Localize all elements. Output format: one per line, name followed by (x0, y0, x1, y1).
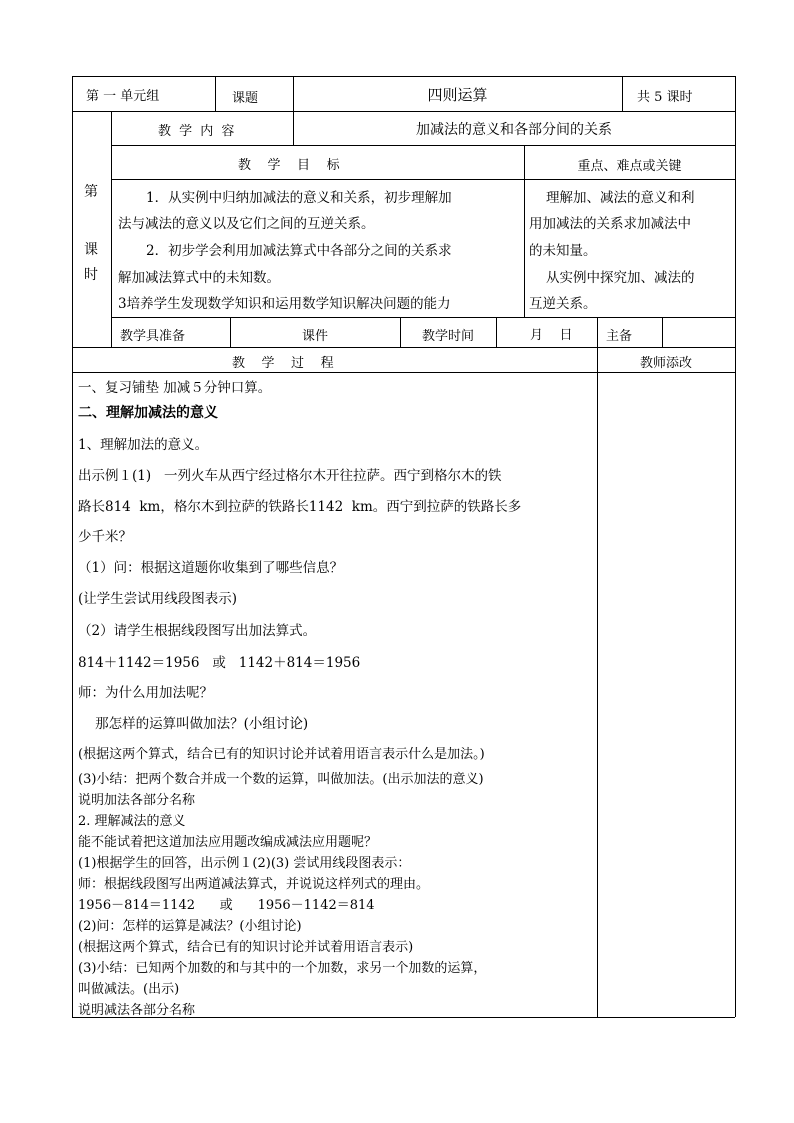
process-line: 师：为什么用加法呢？ (78, 685, 213, 701)
rule (72, 372, 735, 373)
process-line: 1、理解加法的意义。 (78, 437, 209, 453)
rule (72, 111, 735, 112)
goal-line: 1．从实例中归纳加减法的意义和关系，初步理解加 (146, 190, 452, 206)
process-line: （2）请学生根据线段图写出加法算式。 (78, 623, 317, 639)
rule (597, 317, 598, 1017)
process-line: 一、复习铺垫 加减５分钟口算。 (78, 380, 272, 396)
key-points-header: 重点、难点或关键 (577, 159, 682, 174)
process-line: 叫做减法。(出示) (78, 982, 180, 997)
content-label: 教 学 内 容 (158, 124, 237, 139)
time-value: 月 日 (530, 328, 573, 343)
rule (735, 76, 736, 1017)
rule (622, 76, 623, 111)
key-point-line: 互逆关系。 (529, 296, 597, 312)
process-line: (3)小结：把两个数合并成一个数的运算，叫做加法。(出示加法的意义) (78, 772, 484, 787)
lesson-topic: 四则运算 (427, 86, 488, 104)
rule (496, 317, 497, 347)
side-label-shi: 时 (84, 267, 98, 283)
teacher-revision-header: 教师添改 (639, 356, 692, 371)
process-line: 路长814 km，格尔木到拉萨的铁路长1142 km。西宁到拉萨的铁路长多 (78, 499, 522, 515)
goal-line: 解加减法算式中的未知数。 (118, 270, 280, 286)
key-point-line: 用加减法的关系求加减法中 (529, 216, 691, 232)
side-label-ke: 课 (84, 242, 98, 258)
unit-group: 第 一 单元组 (86, 89, 160, 104)
rule (72, 347, 735, 348)
process-line: (让学生尝试用线段图表示) (78, 591, 238, 607)
process-line: (3)小结：已知两个加数的和与其中的一个加数，求另一个加数的运算， (78, 961, 487, 976)
process-line: 出示例１(1) 一列火车从西宁经过格尔木开往拉萨。西宁到格尔木的铁 (78, 468, 502, 484)
rule (72, 76, 735, 77)
process-line: 能不能试着把这道加法应用题改编成减法应用题呢？ (78, 835, 378, 850)
side-label-di: 第 (84, 184, 98, 200)
rule (111, 145, 735, 146)
process-line: (根据这两个算式，结合已有的知识讨论并试着用语言表示什么是加法。) (78, 747, 485, 762)
process-line: 师：根据线段图写出两道减法算式，并说说这样列式的理由。 (78, 877, 430, 892)
goal-line: 3培养学生发现数学知识和运用数学知识解决问题的能力 (118, 296, 451, 312)
process-line: （1）问：根据这道题你收集到了哪些信息？ (78, 560, 344, 576)
process-line: 1956－814＝1142 或 1956－1142＝814 (78, 898, 375, 913)
rule (215, 76, 216, 111)
lead-label: 主备 (606, 329, 633, 344)
prep-label: 教学具准备 (120, 329, 186, 344)
prep-value: 课件 (301, 329, 328, 344)
rule (111, 317, 735, 318)
process-line: 少千米？ (78, 529, 132, 545)
process-line: 说明减法各部分名称 (78, 1003, 196, 1018)
process-line: (1)根据学生的回答，出示例１(2)(3) 尝试用线段图表示： (78, 856, 411, 871)
process-line: 说明加法各部分名称 (78, 793, 196, 808)
key-point-line: 从实例中探究加、减法的 (546, 270, 695, 286)
goal-line: 法与减法的意义以及它们之间的互逆关系。 (118, 216, 375, 232)
key-point-line: 的未知量。 (529, 243, 597, 259)
process-line: 814＋1142＝1956 或 1142＋814＝1956 (78, 655, 361, 671)
rule (662, 317, 663, 347)
process-header: 教 学 过 程 (232, 356, 334, 371)
time-label: 教学时间 (421, 329, 474, 344)
process-line: 二、理解加减法的意义 (78, 405, 218, 421)
process-line: (2)问：怎样的运算是减法？(小组讨论) (78, 919, 302, 934)
total-hours: 共 5 课时 (637, 90, 693, 105)
process-line: 那怎样的运算叫做加法？(小组讨论) (78, 716, 309, 732)
process-line: (根据这两个算式，结合已有的知识讨论并试着用语言表示) (78, 940, 414, 955)
content-value: 加减法的意义和各部分间的关系 (416, 122, 612, 138)
topic-label: 课题 (232, 91, 259, 106)
key-point-line: 理解加、减法的意义和利 (546, 190, 695, 206)
rule (111, 111, 112, 347)
rule (72, 76, 73, 1017)
goal-line: 2．初步学会利用加减法算式中各部分之间的关系求 (146, 243, 452, 259)
process-line: 2. 理解减法的意义 (78, 814, 186, 829)
goals-header: 教 学 目 标 (238, 158, 340, 173)
rule (111, 179, 735, 180)
